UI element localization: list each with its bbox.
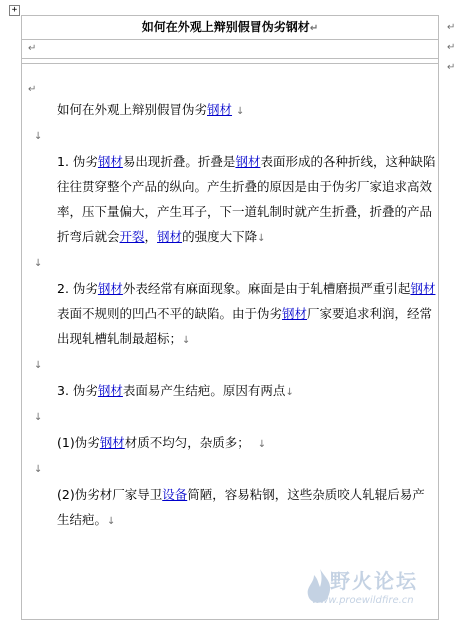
paragraph-gap: ↓ bbox=[34, 360, 43, 371]
document-table bbox=[21, 15, 439, 620]
link-kailie[interactable]: 开裂 bbox=[119, 229, 145, 244]
cell-end-mark: ↵ bbox=[309, 23, 319, 34]
table-body-row bbox=[22, 63, 438, 619]
paragraph-3: 3. 伪劣钢材表面易产生结疤。原因有两点↓ bbox=[57, 383, 294, 398]
paragraph-4: (1)伪劣钢材材质不均匀，杂质多； ↓ bbox=[57, 435, 267, 450]
link-gangcai[interactable]: 钢材 bbox=[410, 281, 436, 296]
paragraph-gap: ↓ bbox=[34, 131, 43, 142]
paragraph-mark: ↵ bbox=[28, 84, 37, 95]
paragraph-5: (2)伪劣材厂家导卫设备简陋，容易粘钢，这些杂质咬人轧辊后易产生结疤。↓ bbox=[57, 487, 425, 527]
link-gangcai[interactable]: 钢材 bbox=[282, 306, 308, 321]
link-shebei[interactable]: 设备 bbox=[162, 487, 188, 502]
row-end-mark: ↵ bbox=[447, 42, 456, 53]
link-gangcai[interactable]: 钢材 bbox=[99, 435, 125, 450]
cell-end-mark: ↵ bbox=[28, 43, 37, 54]
article-heading: 如何在外观上辩别假冒伪劣钢材 ↓ bbox=[57, 102, 245, 117]
link-gangcai[interactable]: 钢材 bbox=[97, 383, 123, 398]
document-content bbox=[28, 97, 436, 534]
table-title-row bbox=[22, 16, 438, 40]
table-move-handle[interactable]: + bbox=[9, 5, 20, 16]
link-gangcai[interactable]: 钢材 bbox=[97, 281, 123, 296]
paragraph-1: 1. 伪劣钢材易出现折叠。折叠是钢材表面形成的各种折线，这种缺陷往往贯穿整个产品的纵向。产生折叠的原因是由于伪劣厂家追求高效率，压下量偏大，产生耳子，下一道轧制时就产生折叠，折叠的产品折弯后就会开裂，钢材的强度大下降↓ bbox=[57, 154, 436, 244]
table-empty-row bbox=[22, 39, 438, 59]
link-gangcai[interactable]: 钢材 bbox=[207, 102, 233, 117]
link-gangcai[interactable]: 钢材 bbox=[97, 154, 123, 169]
forum-watermark bbox=[300, 565, 470, 621]
watermark-url: www.proewildfire.cn bbox=[312, 595, 414, 606]
row-end-mark: ↵ bbox=[447, 62, 456, 73]
paragraph-gap: ↓ bbox=[34, 464, 43, 475]
paragraph-2: 2. 伪劣钢材外表经常有麻面现象。麻面是由于轧槽磨损严重引起钢材表面不规则的凹凸不平的缺陷。由于伪劣钢材厂家要追求利润，经常出现轧槽轧制最超标；↓ bbox=[57, 281, 436, 346]
table-title: 如何在外观上辩别假冒伪劣钢材 bbox=[141, 20, 310, 34]
row-end-mark: ↵ bbox=[447, 22, 456, 33]
paragraph-gap: ↓ bbox=[34, 412, 43, 423]
link-gangcai[interactable]: 钢材 bbox=[235, 154, 261, 169]
watermark-text: 野火论坛 bbox=[330, 569, 418, 593]
link-gangcai[interactable]: 钢材 bbox=[157, 229, 183, 244]
paragraph-gap: ↓ bbox=[34, 258, 43, 269]
